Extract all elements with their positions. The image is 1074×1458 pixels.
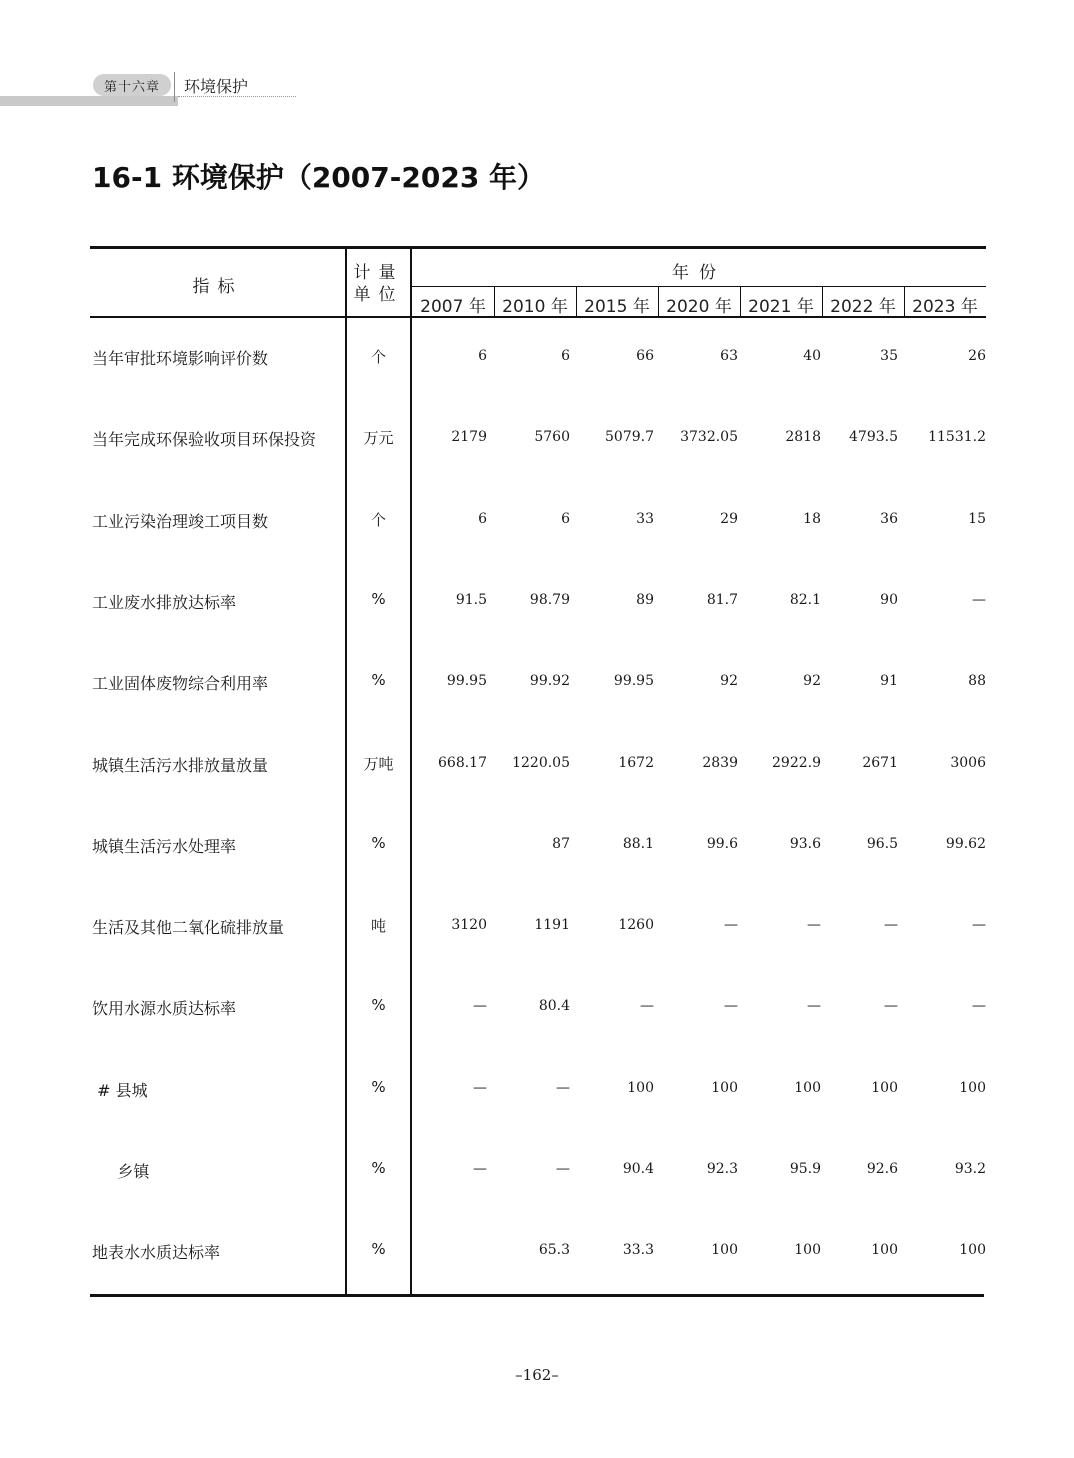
table-row xyxy=(90,509,986,533)
row-value-cell: 100 xyxy=(871,1079,898,1096)
table-bottom-rule xyxy=(90,1294,984,1297)
row-unit: 个 xyxy=(370,348,386,366)
row-indicator-label: 当年完成环保验收项目环保投资 xyxy=(92,430,317,450)
row-value-cell: 88 xyxy=(968,673,986,690)
row-value-cell: 5079.7 xyxy=(605,429,654,446)
row-value-cell: 6 xyxy=(478,348,487,364)
row-value-cell: 99.95 xyxy=(446,673,487,690)
row-value-cell: — xyxy=(473,1079,487,1096)
header-year-cell: 2021 年 xyxy=(748,297,814,317)
year-column-divider xyxy=(904,286,905,317)
row-value-cell: 93.6 xyxy=(789,835,821,852)
row-value-cell: 1191 xyxy=(534,917,570,934)
row-value-cell: 2179 xyxy=(451,429,487,446)
chapter-separator xyxy=(174,72,175,102)
header-unit-line2: 单位 xyxy=(353,285,404,305)
header-year-cell: 2023 年 xyxy=(912,297,978,317)
row-value-cell: 33 xyxy=(636,510,654,527)
year-column-divider xyxy=(576,286,577,317)
header-unit xyxy=(347,262,410,306)
header-year-cell: 2020 年 xyxy=(666,297,732,317)
row-value-cell: — xyxy=(724,917,738,934)
header-year-cell: 2007 年 xyxy=(420,297,486,317)
row-value-cell: 35 xyxy=(880,348,898,364)
row-value-cell: 63 xyxy=(720,348,738,364)
row-value-cell: 88.1 xyxy=(622,835,654,852)
row-value-cell: — xyxy=(807,917,821,934)
row-unit: % xyxy=(371,833,386,852)
header-indicator: 指标 xyxy=(192,277,243,297)
row-value-cell: 29 xyxy=(720,510,738,527)
row-value-cell: 100 xyxy=(711,1079,738,1096)
row-indicator-label: 工业废水排放达标率 xyxy=(92,592,237,612)
row-value-cell: 2818 xyxy=(785,429,821,446)
row-value-cell: 100 xyxy=(711,1242,738,1259)
row-value-cell: — xyxy=(972,917,986,934)
row-value-cell: 92.3 xyxy=(706,1161,738,1177)
row-value-cell: 90.4 xyxy=(622,1161,654,1177)
row-value-cell: 81.7 xyxy=(706,591,738,608)
row-value-cell: 100 xyxy=(627,1079,654,1096)
table-row xyxy=(90,427,986,451)
row-indicator-label: 工业固体废物综合利用率 xyxy=(92,674,269,694)
row-value-cell: 15 xyxy=(968,510,986,527)
row-indicator-label: 饮用水源水质达标率 xyxy=(92,999,237,1019)
header-unit-line1: 计量 xyxy=(353,263,404,283)
table-row xyxy=(90,1159,986,1183)
row-value-cell: 99.62 xyxy=(945,835,986,852)
row-indicator-label: 生活及其他二氧化硫排放量 xyxy=(92,918,285,938)
year-header-rule xyxy=(412,286,986,287)
row-value-cell: 6 xyxy=(478,510,487,527)
table-row xyxy=(90,834,986,858)
row-value-cell: 5760 xyxy=(534,429,570,446)
row-value-cell: — xyxy=(473,1161,487,1177)
row-value-cell: 1220.05 xyxy=(512,754,570,771)
row-value-cell: 82.1 xyxy=(789,591,821,608)
row-value-cell: 89 xyxy=(636,591,654,608)
row-value-cell: 6 xyxy=(561,510,570,527)
row-unit: % xyxy=(371,589,386,608)
row-value-cell: 2671 xyxy=(862,754,898,771)
header-year: 年份 xyxy=(672,263,726,283)
header-year-cell: 2022 年 xyxy=(830,297,896,317)
row-indicator-label: 工业污染治理竣工项目数 xyxy=(92,511,269,531)
row-indicator-label: 地表水水质达标率 xyxy=(92,1243,221,1263)
row-value-cell: 92.6 xyxy=(866,1161,898,1177)
row-value-cell: 668.17 xyxy=(438,754,487,771)
row-value-cell: — xyxy=(640,998,654,1015)
row-unit: % xyxy=(371,996,386,1015)
year-column-divider xyxy=(740,286,741,317)
row-unit: 个 xyxy=(370,510,386,529)
table-top-rule xyxy=(90,246,986,249)
row-value-cell: — xyxy=(556,1161,570,1177)
chapter-dotted-rule xyxy=(178,96,296,97)
row-value-cell: 99.92 xyxy=(529,673,570,690)
row-value-cell: 91.5 xyxy=(455,591,487,608)
row-value-cell: 92 xyxy=(720,673,738,690)
table-row xyxy=(90,753,986,777)
row-value-cell: 99.95 xyxy=(613,673,654,690)
row-value-cell: — xyxy=(884,998,898,1015)
row-value-cell: 80.4 xyxy=(538,998,570,1015)
row-value-cell: — xyxy=(807,998,821,1015)
row-indicator-label: 城镇生活污水排放量放量 xyxy=(92,755,269,775)
row-unit: 万吨 xyxy=(363,754,394,773)
table-row xyxy=(90,1078,986,1102)
table-row xyxy=(90,996,986,1020)
row-value-cell: 2839 xyxy=(702,754,738,771)
page-number: –162– xyxy=(515,1366,559,1384)
row-value-cell: — xyxy=(972,591,986,608)
row-unit: % xyxy=(371,671,386,690)
row-indicator-label: 当年审批环境影响评价数 xyxy=(92,349,269,368)
row-value-cell: — xyxy=(884,917,898,934)
row-value-cell: — xyxy=(473,998,487,1015)
row-value-cell: 6 xyxy=(561,348,570,364)
row-value-cell: 100 xyxy=(794,1079,821,1096)
row-value-cell: 3732.05 xyxy=(680,429,738,446)
row-value-cell: 18 xyxy=(803,510,821,527)
row-value-cell: 93.2 xyxy=(954,1161,986,1177)
year-column-divider xyxy=(658,286,659,317)
header-year-cell: 2010 年 xyxy=(502,297,568,317)
row-value-cell: — xyxy=(724,998,738,1015)
table-row xyxy=(90,590,986,614)
table-row xyxy=(90,671,986,695)
chapter-title: 环境保护 xyxy=(184,77,249,96)
row-unit: 万元 xyxy=(363,429,394,448)
row-value-cell: 90 xyxy=(880,591,898,608)
chapter-bar xyxy=(0,96,178,106)
row-value-cell: 87 xyxy=(552,835,570,852)
row-value-cell: 66 xyxy=(636,348,654,364)
row-value-cell: 92 xyxy=(803,673,821,690)
row-indicator-label: 乡镇 xyxy=(92,1162,150,1181)
row-value-cell: 65.3 xyxy=(538,1242,570,1259)
row-value-cell: 100 xyxy=(959,1079,986,1096)
year-column-divider xyxy=(822,286,823,317)
row-value-cell: 3006 xyxy=(950,754,986,771)
row-value-cell: 100 xyxy=(794,1242,821,1259)
row-value-cell: 4793.5 xyxy=(849,429,898,446)
row-value-cell: 100 xyxy=(959,1242,986,1259)
row-unit: % xyxy=(371,1240,386,1259)
table-row xyxy=(90,1240,986,1264)
row-value-cell: 1260 xyxy=(618,917,654,934)
row-value-cell: 98.79 xyxy=(529,591,570,608)
row-value-cell: 26 xyxy=(968,348,986,364)
row-value-cell: 91 xyxy=(880,673,898,690)
row-indicator-label: 城镇生活污水处理率 xyxy=(92,836,237,856)
row-value-cell: 2922.9 xyxy=(772,754,821,771)
table-row xyxy=(90,915,986,939)
page-title: 16-1 环境保护（2007-2023 年） xyxy=(92,161,546,194)
row-value-cell: 11531.2 xyxy=(928,429,986,446)
row-value-cell: 99.6 xyxy=(706,835,738,852)
row-value-cell: 36 xyxy=(880,510,898,527)
row-value-cell: 33.3 xyxy=(622,1242,654,1259)
header-year-cell: 2015 年 xyxy=(584,297,650,317)
row-value-cell: — xyxy=(556,1079,570,1096)
row-value-cell: 96.5 xyxy=(866,835,898,852)
row-value-cell: 95.9 xyxy=(789,1161,821,1177)
table-row xyxy=(90,346,986,370)
row-indicator-label: # 县城 xyxy=(92,1080,148,1100)
row-unit: % xyxy=(371,1077,386,1096)
row-value-cell: — xyxy=(972,998,986,1015)
year-column-divider xyxy=(494,286,495,317)
row-value-cell: 1672 xyxy=(618,754,654,771)
row-unit: 吨 xyxy=(370,917,386,936)
chapter-badge: 第十六章 xyxy=(93,74,171,96)
row-value-cell: 40 xyxy=(803,348,821,364)
row-unit: % xyxy=(371,1159,386,1177)
row-value-cell: 100 xyxy=(871,1242,898,1259)
row-value-cell: 3120 xyxy=(451,917,487,934)
